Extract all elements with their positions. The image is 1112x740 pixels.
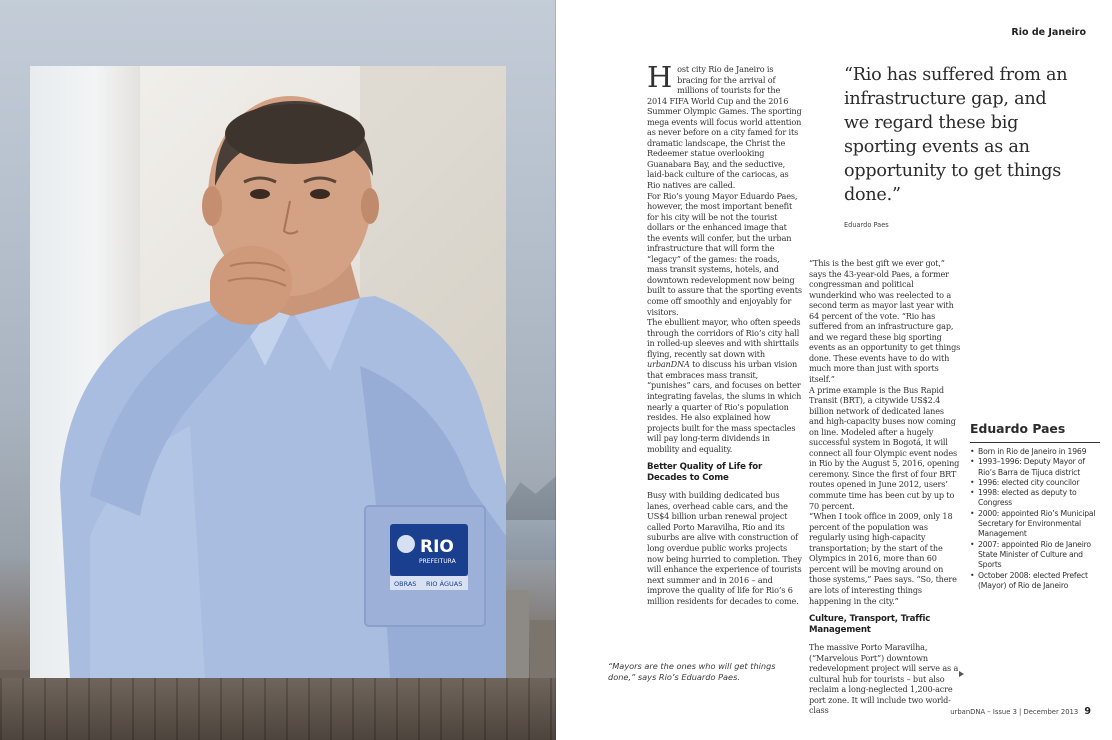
subhead-culture-transport: Culture, Transport, Traffic Management xyxy=(809,614,931,636)
col1-paragraph-3: The ebullient mayor, who often speeds through the corridors of Rio’s city hall in rolled-up sleeves and with shirttails flying, recently sat down with urbanDNA to discuss his urban vision that embraces mass transit, “punishes” cars, and focuses on better integrating favelas, the slums in which nearly a quarter of Rio’s population resides. He also explained how projects built for the mass spectacles will pay long-term dividends in mobility and equality. xyxy=(647,317,802,454)
portrait-photo xyxy=(30,66,506,678)
patch-prefeitura-text: PREFEITURA xyxy=(419,558,456,565)
section-label: Rio de Janeiro xyxy=(1011,27,1086,38)
col2-paragraph-1: “This is the best gift we ever got,” says the 43-year-old Paes, a former congressman and political wunderkind who was reelected to a second term as mayor last year with 64 percent of the vote. “Rio has suffered from an infrastructure gap, and we regard these big sporting events as an opportunity to get things done. These events have to do with much more than just with sports itself.” xyxy=(809,258,961,385)
article-column-2 xyxy=(809,258,961,716)
bio-item: • 1998: elected as deputy to Congress xyxy=(970,488,1100,509)
continue-arrow-icon xyxy=(959,671,964,677)
page-number: 9 xyxy=(1084,706,1091,717)
bio-title: Eduardo Paes xyxy=(970,421,1100,443)
bio-list xyxy=(970,447,1100,591)
bio-item: • 1993–1996: Deputy Mayor of Rio’s Barra de Tijuca district xyxy=(970,457,1100,478)
background-rooftops xyxy=(0,678,556,740)
drop-cap: H xyxy=(647,60,673,94)
footer-issue-text: urbanDNA – Issue 3 | December 2013 xyxy=(950,708,1079,716)
photo-caption: “Mayors are the ones who will get things done,” says Rio’s Eduardo Paes. xyxy=(608,661,776,682)
patch-rio-aguas-text: RIO ÁGUAS xyxy=(426,580,463,588)
right-page xyxy=(556,0,1112,740)
bio-item: • 2007: appointed Rio de Janeiro State Minister of Culture and Sports xyxy=(970,540,1100,571)
bio-item: • 1996: elected city councilor xyxy=(970,478,1100,488)
bio-item: • October 2008: elected Prefect (Mayor) of Rio de Janeiro xyxy=(970,571,1100,592)
col1-paragraph-1: ost city Rio de Janeiro is bracing for the arrival of millions of tourists for the 2014 FIFA World Cup and the 2016 Summer Olympic Games. The sporting mega events will focus world attention as never before on a city famed for its dramatic landscape, the Christ the Redeemer statue overlooking Guanabara Bay, and the seductive, laid-back culture of the cariocas, as Rio natives are called. xyxy=(647,64,802,191)
pull-quote-attribution: Eduardo Paes xyxy=(844,221,889,229)
spread-gutter xyxy=(555,0,556,740)
bio-item: • 2000: appointed Rio’s Municipal Secretary for Environmental Management xyxy=(970,509,1100,540)
portrait-illustration xyxy=(30,66,506,678)
col1-paragraph-2: For Rio’s young Mayor Eduardo Paes, however, the most important benefit for his city will be not the tourist dollars or the enhanced image that the events will confer, but the urban infrastructure that will form the “legacy” of the games: the roads, mass transit systems, hotels, and downtown redevelopment now being built to assure that the sporting events come off smoothly and enjoyably for visitors. xyxy=(647,190,802,317)
col2-paragraph-3: “When I took office in 2009, only 18 percent of the population was regularly using high-capacity transportation; by the start of the Olympics in 2016, more than 60 percent will be moving around on those systems,” Paes says. “So, there are lots of interesting things happening in the city.” xyxy=(809,511,957,606)
article-column-1 xyxy=(647,60,802,606)
bio-item: • Born in Rio de Janeiro in 1969 xyxy=(970,447,1100,457)
col2-paragraph-4: The massive Porto Maravilha, (“Marvelous Port”) downtown redevelopment project will serve as a cultural hub for tourists – but also reclaim a long-neglected 1,200-acre port zone. It will include two world-class xyxy=(809,642,959,716)
page-footer xyxy=(950,706,1091,717)
brand-mention: urbanDNA xyxy=(647,359,690,370)
col1-paragraph-4: Busy with building dedicated bus lanes, overhead cable cars, and the US$4 billion urban renewal project called Porto Maravilha, Rio and its suburbs are alive with construction of long overdue public works projects now being hurried to completion. They will enhance the experience of tourists next summer and in 2016 – and improve the quality of life for Rio’s 6 million residents for decades to come. xyxy=(647,490,802,606)
patch-rio-text: RIO xyxy=(420,537,454,557)
patch-obras-text: OBRAS xyxy=(394,580,417,588)
bio-box xyxy=(970,421,1100,591)
col2-paragraph-2: A prime example is the Bus Rapid Transit (BRT), a citywide US$2.4 billion network of dedicated lanes and high-capacity buses now coming on line. Modeled after a hugely successful system in Bogotá, it will connect all four Olympic event nodes in Rio by the August 5, 2016, opening ceremony. Since the first of four BRT routes opened in June 2012, users’ commute time has been cut by up to 70 percent. xyxy=(809,384,960,511)
subhead-quality-of-life: Better Quality of Life for Decades to Come xyxy=(647,462,763,484)
pull-quote: “Rio has suffered from an infrastructure gap, and we regard these big sporting events as an opportunity to get things done.” xyxy=(844,65,1068,205)
